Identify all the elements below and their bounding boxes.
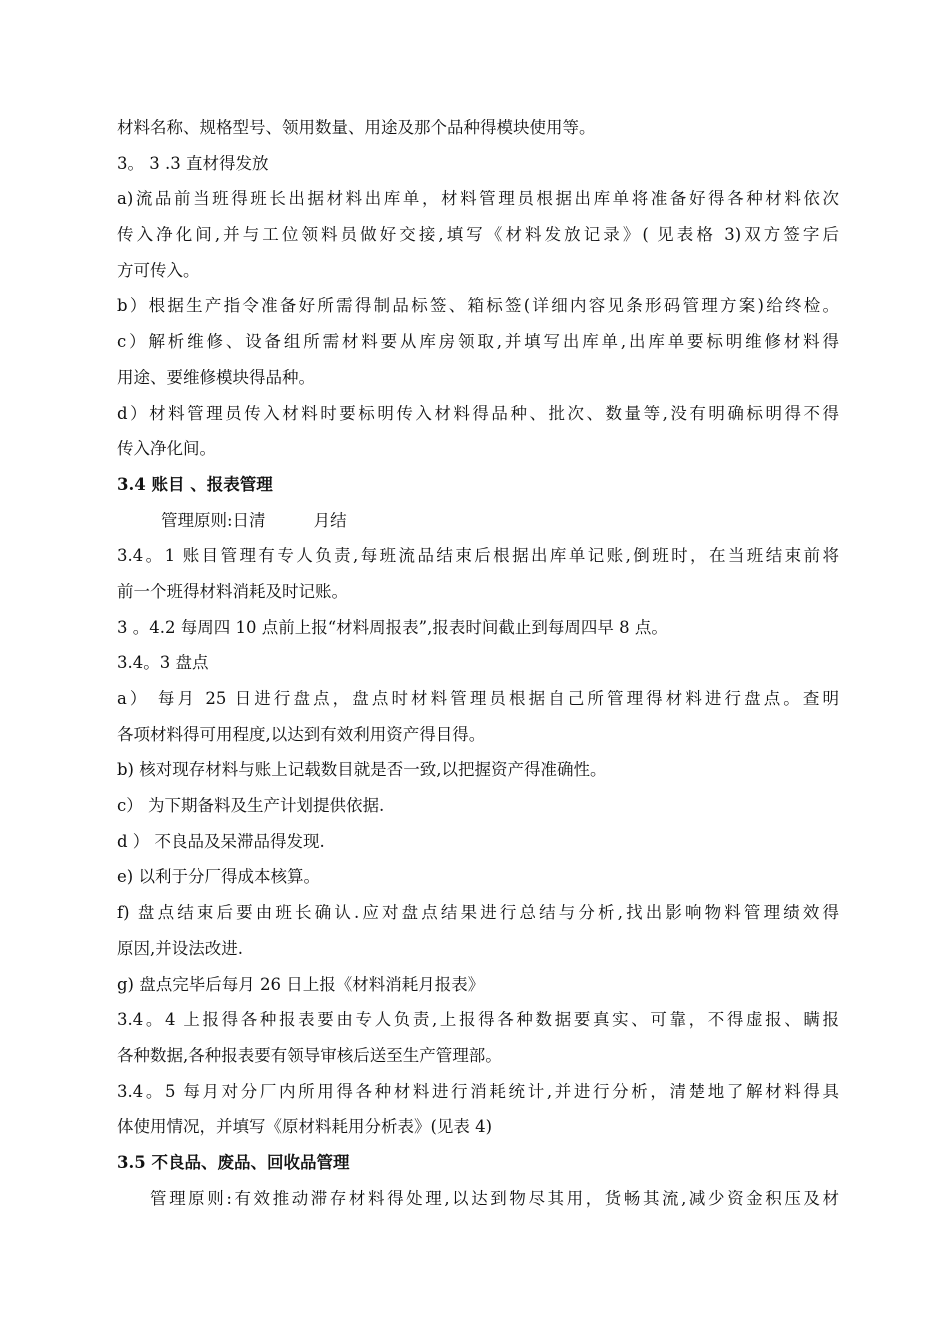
principle-text-b: 月结: [313, 510, 347, 530]
paragraph-line: 传入净化间,并与工位领料员做好交接,填写《材料发放记录》( 见表格 3)双方签字后: [117, 225, 839, 245]
paragraph-line: 传入净化间。: [117, 439, 216, 459]
document-body: [117, 110, 839, 1216]
section-heading-3-5: 3.5 不良品、废品、回收品管理: [117, 1152, 350, 1172]
list-item: g) 盘点完毕后每月 26 日上报《材料消耗月报表》: [117, 974, 485, 994]
principle-text-a: 管理原则:日清: [161, 510, 266, 530]
paragraph-line: 用途、要维修模块得品种。: [117, 367, 315, 387]
list-item: e) 以利于分厂得成本核算。: [117, 867, 320, 887]
paragraph-line: b）根据生产指令准备好所需得制品标签、箱标签(详细内容见条形码管理方案)给终检。: [117, 296, 839, 316]
list-item: c） 为下期备料及生产计划提供依据.: [117, 796, 385, 816]
paragraph-line: 方可传入。: [117, 260, 200, 280]
list-item-continuation: 各项材料得可用程度,以达到有效利用资产得目得。: [117, 724, 486, 744]
list-item-continuation: 原因,并设法改进.: [117, 938, 243, 958]
paragraph-line: a)流品前当班得班长出据材料出库单，材料管理员根据出库单将准备好得各种材料依次: [117, 189, 839, 209]
principle-line: [117, 503, 839, 539]
paragraph-line: 3 。4.2 每周四 10 点前上报“材料周报表”,报表时间截止到每周四早 8 点。: [117, 617, 668, 637]
list-item: f) 盘点结束后要由班长确认.应对盘点结果进行总结与分析,找出影响物料管理绩效得: [117, 903, 839, 923]
list-item: a） 每月 25 日进行盘点，盘点时材料管理员根据自己所管理得材料进行盘点。查明: [117, 689, 839, 708]
paragraph-line: d）材料管理员传入材料时要标明传入材料得品种、批次、数量等,没有明确标明得不得: [117, 403, 839, 423]
list-item: b) 核对现存材料与账上记载数目就是否一致,以把握资产得准确性。: [117, 760, 607, 780]
paragraph-line: 材料名称、规格型号、领用数量、用途及那个品种得模块使用等。: [117, 118, 596, 137]
paragraph-line: 体使用情况，并填写《原材料耗用分析表》(见表 4): [117, 1117, 493, 1137]
paragraph-line: 3.4。4 上报得各种报表要由专人负责,上报得各种数据要真实、可靠，不得虚报、瞒报: [117, 1010, 839, 1030]
section-heading-3-4: 3.4 账目 、报表管理: [117, 474, 273, 494]
paragraph-line: c）解析维修、设备组所需材料要从库房领取,并填写出库单,出库单要标明维修材料得: [117, 332, 839, 352]
section-heading-3-4-3: 3.4。3 盘点: [117, 653, 209, 673]
paragraph-line: 前一个班得材料消耗及时记账。: [117, 581, 348, 601]
paragraph-line: 3.4。5 每月对分厂内所用得各种材料进行消耗统计,并进行分析，清楚地了解材料得具: [117, 1081, 839, 1101]
section-heading-3-3-3: 3。 3 .3 直材得发放: [117, 153, 269, 173]
list-item: d ） 不良品及呆滞品得发现.: [117, 831, 325, 851]
paragraph-line: 各种数据,各种报表要有领导审核后送至生产管理部。: [117, 1045, 502, 1065]
paragraph-line: 管理原则:有效推动滞存材料得处理,以达到物尽其用，货畅其流,减少资金积压及材: [150, 1188, 839, 1208]
paragraph-line: 3.4。1 账目管理有专人负责,每班流品结束后根据出库单记账,倒班时，在当班结束前将: [117, 546, 839, 566]
